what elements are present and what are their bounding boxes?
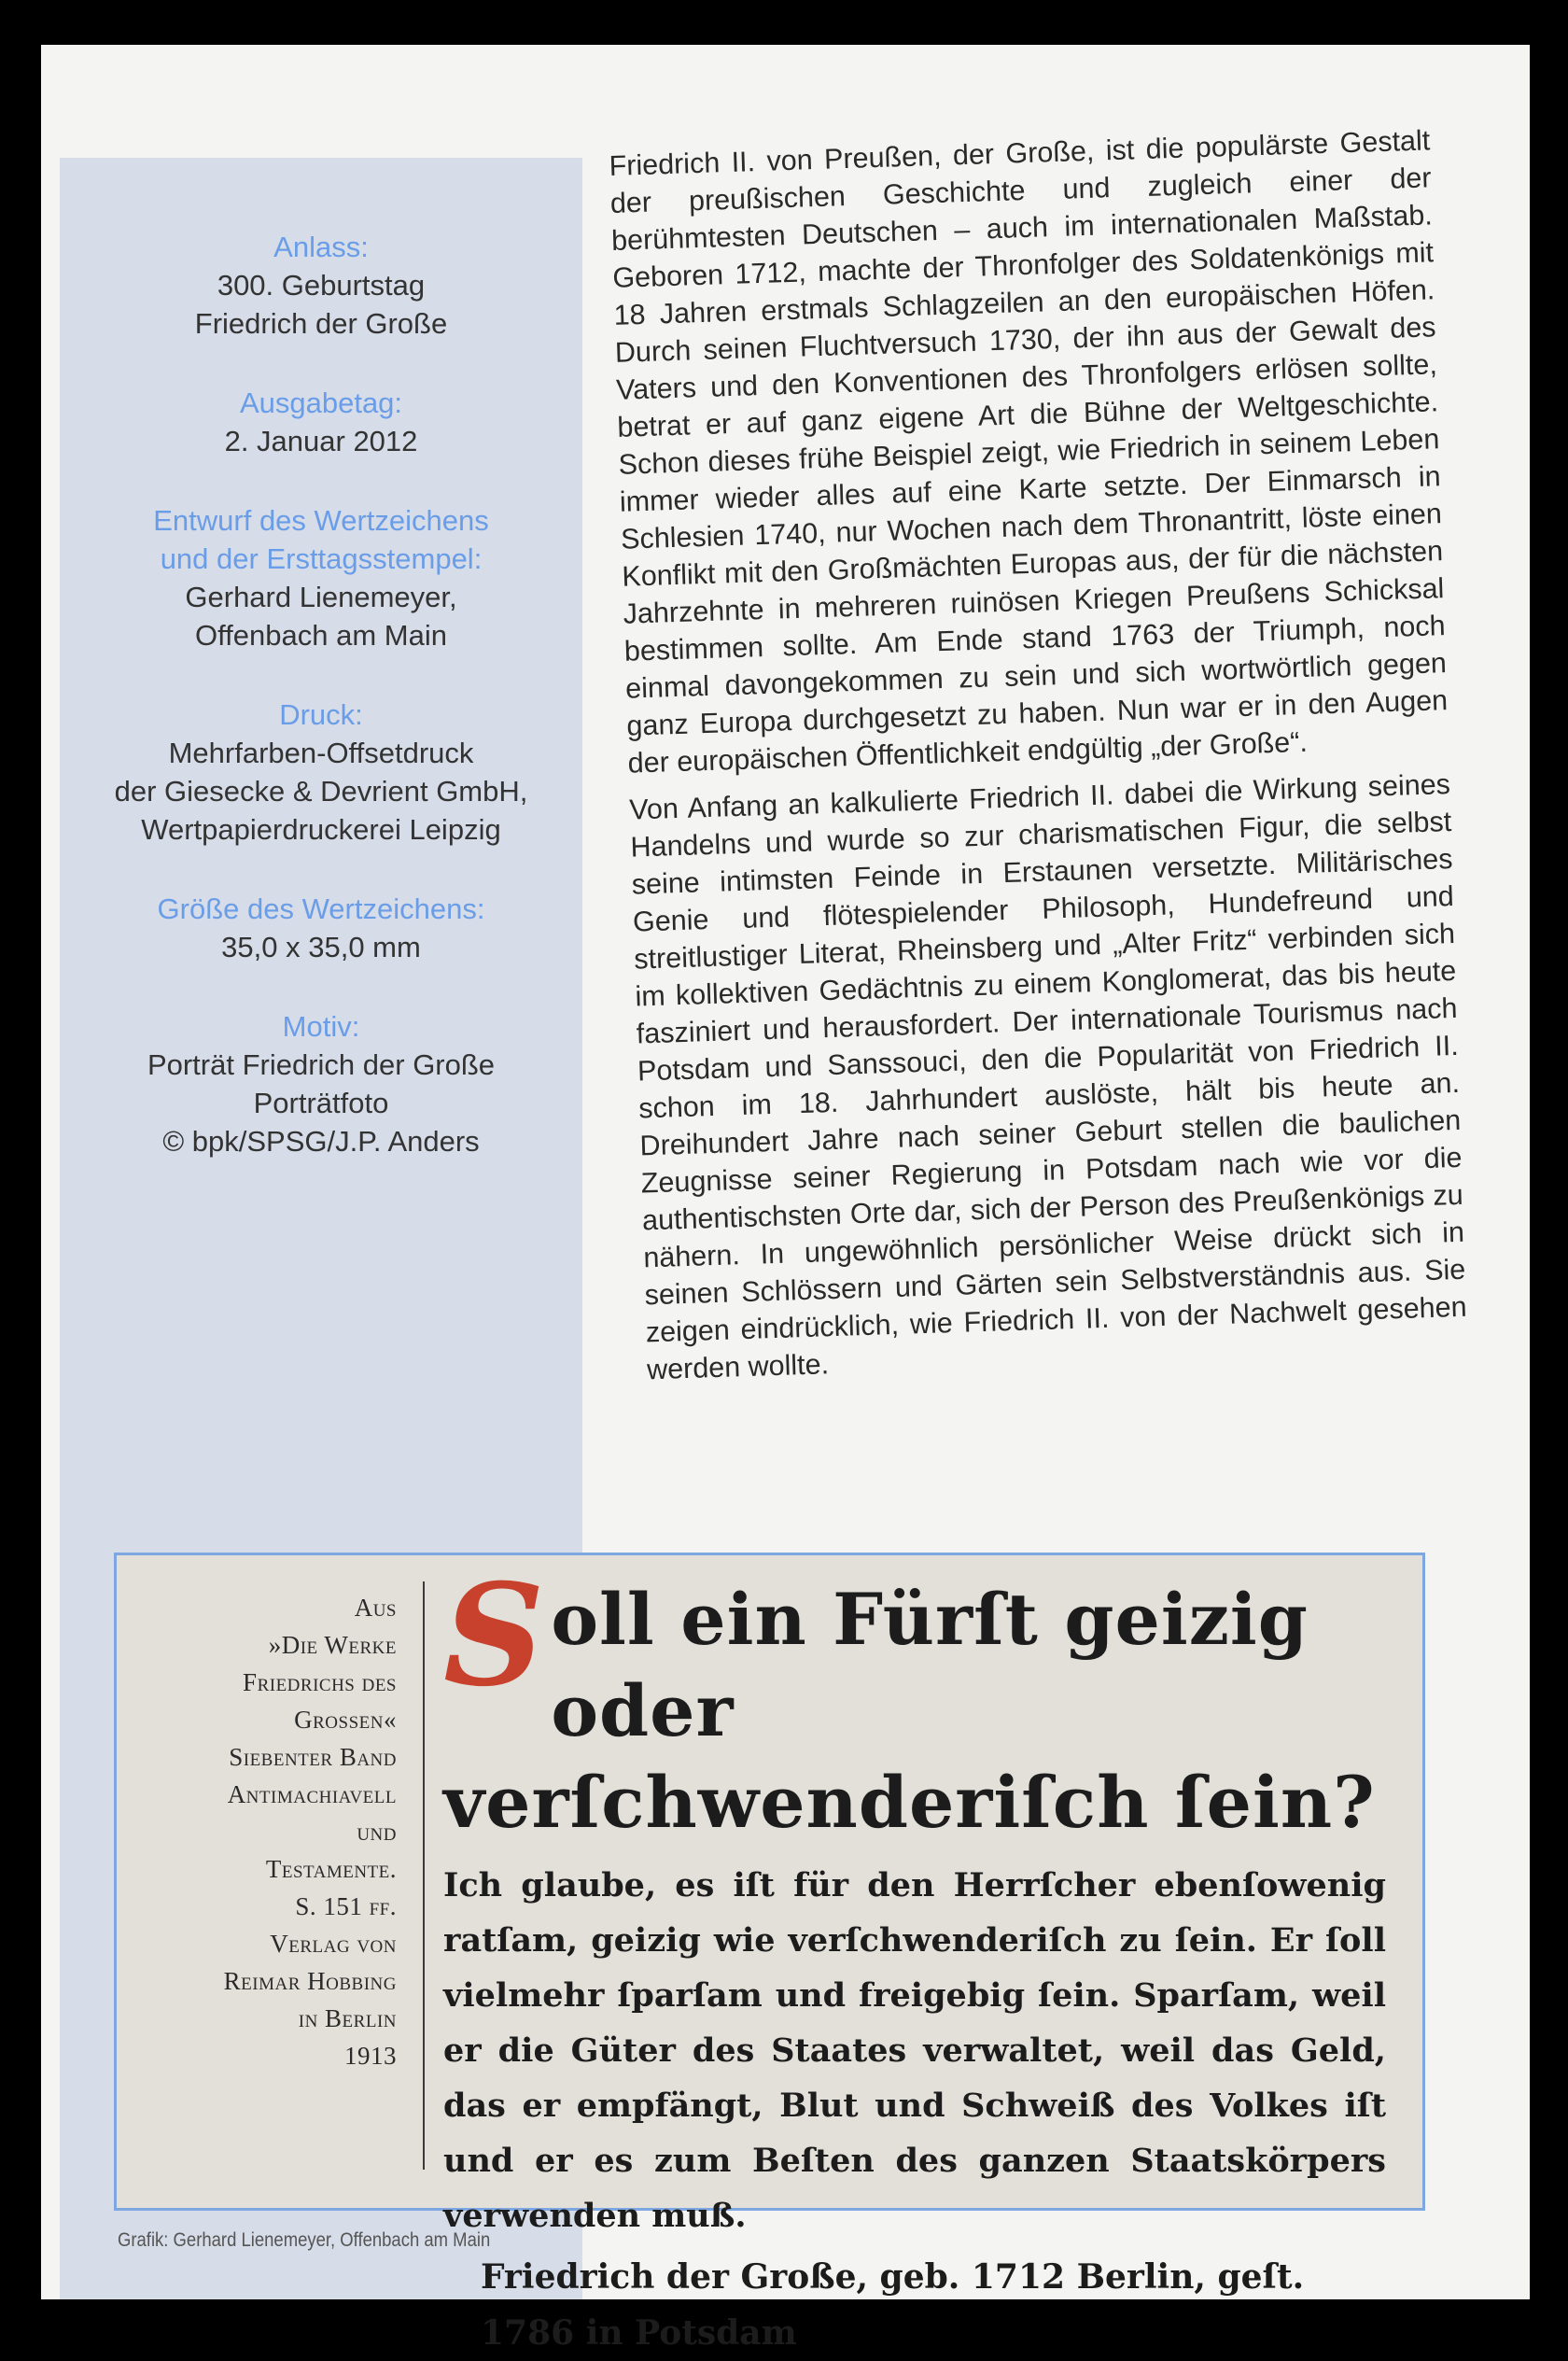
source-line: »Die Werke	[268, 1631, 397, 1659]
info-label: Ausgabetag:	[239, 386, 403, 419]
source-line: Grossen«	[294, 1706, 397, 1734]
info-label: und der Ersttagsstempel:	[160, 542, 483, 575]
info-motif	[60, 1007, 582, 1160]
quote-divider	[423, 1581, 425, 2170]
page	[41, 45, 1530, 2353]
source-line: Verlag von	[270, 1930, 397, 1958]
quote-source	[117, 1589, 397, 2074]
info-value: Offenbach am Main	[195, 619, 447, 652]
quote-content	[443, 1553, 1386, 2361]
source-line: und	[357, 1818, 397, 1846]
source-line: Reimar Hobbing	[223, 1967, 397, 1995]
info-issue-date	[60, 384, 582, 460]
source-line: in Berlin	[298, 2004, 397, 2032]
quote-body: Ich glaube, es iſt für den Herrſcher ebenſowenig ratſam, geizig wie verſchwenderiſch zu ſein. Er ſoll vielmehr ſparſam und freigebig ſein. Sparſam, weil er die Güter des Staates verwaltet, weil das Geld, das er empfängt, Blut und Schweiß des Volkes iſt und er es zum Beſten des ganzen Staatskörpers verwenden muß.	[443, 1866, 1386, 2235]
info-value: Porträt Friedrich der Große	[147, 1048, 496, 1081]
source-line: Siebenter Band	[229, 1743, 397, 1771]
quote-signature: Friedrich der Große, geb. 1712 Berlin, geſt. 1786 in Potsdam	[481, 2257, 1305, 2353]
info-value: der Giesecke & Devrient GmbH,	[114, 775, 528, 808]
info-value: © bpk/SPSG/J.P. Anders	[162, 1125, 480, 1158]
info-value: Wertpapierdruckerei Leipzig	[141, 813, 501, 846]
info-label: Entwurf des Wertzeichens	[153, 504, 489, 537]
info-value: 35,0 x 35,0 mm	[221, 931, 421, 963]
info-label: Größe des Wertzeichens:	[157, 892, 485, 925]
quote-title-text: oll ein Fürſt geizig oder verſchwenderiſch ſein?	[443, 1578, 1376, 1844]
article-body	[609, 121, 1469, 1398]
info-value: 2. Januar 2012	[224, 425, 418, 457]
image-credit: Grafik: Gerhard Lienemeyer, Offenbach am Main	[118, 2229, 491, 2251]
source-line: Aus	[354, 1594, 397, 1622]
info-value: 300. Geburtstag	[217, 269, 426, 302]
info-label: Anlass:	[273, 231, 369, 263]
source-line: Friedrichs des	[243, 1668, 397, 1696]
info-value: Porträtfoto	[253, 1087, 389, 1119]
source-line: Testamente.	[265, 1855, 397, 1883]
article-paragraph: Von Anfang an kalkulierte Friedrich II. dabei die Wirkung seines Handelns und wurde so zur charismatischen Figur, die selbst seine intimsten Feinde in Erstaunen versetzte. Militärisches Genie und flötespielender Philosoph, Hundefreund und streitlustiger Literat, Rheinsberg und „Alter Fritz“ verbinden sich im kollektiven Gedächtnis zu einem Konglomerat, das bis heute fasziniert und herausfordert. Der internationale Tourismus nach Potsdam und Sanssouci, den die Popularität von Friedrich II. schon im 18. Jahrhundert auslöste, hält bis heute an. Dreihundert Jahre nach seiner Geburt stellen die baulichen Zeugnisse seiner Regierung in Potsdam nach wie vor die authentischsten Orte dar, sich der Person des Preußenkönigs zu nähern. In ungewöhnlich persönlicher Weise drückt sich in seinen Schlössern und Gärten sein Selbstverständnis aus. Sie zeigen eindrücklich, wie Friedrich II. von der Nachwelt gesehen werden wollte.	[628, 768, 1467, 1386]
info-label: Druck:	[279, 698, 363, 731]
quote-initial: S	[443, 1553, 546, 1718]
info-label: Motiv:	[282, 1010, 360, 1043]
source-line: S. 151 ff.	[295, 1892, 397, 1920]
info-value: Mehrfarben-Offsetdruck	[168, 737, 474, 769]
info-size	[60, 890, 582, 966]
info-design	[60, 501, 582, 654]
article-paragraph: Friedrich II. von Preußen, der Große, ist die populärste Gestalt der preußischen Geschichte und zugleich einer der berühmtesten Deutschen – auch im internationalen Maßstab. Geboren 1712, machte der Thronfolger des Soldatenkönigs mit 18 Jahren erstmals Schlagzeilen an den europäischen Höfen. Durch seinen Fluchtversuch 1730, der ihn aus der Gewalt des Vaters und den Konventionen des Thronfolgers erlösen sollte, betrat er auf ganz eigene Art die Bühne der Weltgeschichte. Schon dieses frühe Beispiel zeigt, wie Friedrich in seinem Leben immer wieder alles auf eine Karte setzte. Der Einmarsch in Schlesien 1740, nur Wochen nach dem Thronantritt, löste einen Konflikt mit den Großmächten Europas aus, der für die nächsten Jahrzehnte in mehreren ruinösen Kriegen Preußens Schicksal bestimmen sollte. Am Ende stand 1763 der Triumph, noch einmal davongekommen zu sein und sich wortwörtlich gegen ganz Europa durchgesetzt zu haben. Nun war er in den Augen der europäischen Öffentlichkeit endgültig „der Große“.	[609, 124, 1449, 780]
info-value: Gerhard Lienemeyer,	[185, 581, 457, 613]
info-occasion	[60, 228, 582, 343]
info-sidebar-content	[60, 228, 582, 1202]
info-value: Friedrich der Große	[194, 307, 448, 340]
source-line: 1913	[344, 2042, 397, 2070]
source-line: Antimachiavell	[227, 1780, 397, 1808]
info-print	[60, 696, 582, 849]
quote-title	[443, 1553, 1386, 1848]
